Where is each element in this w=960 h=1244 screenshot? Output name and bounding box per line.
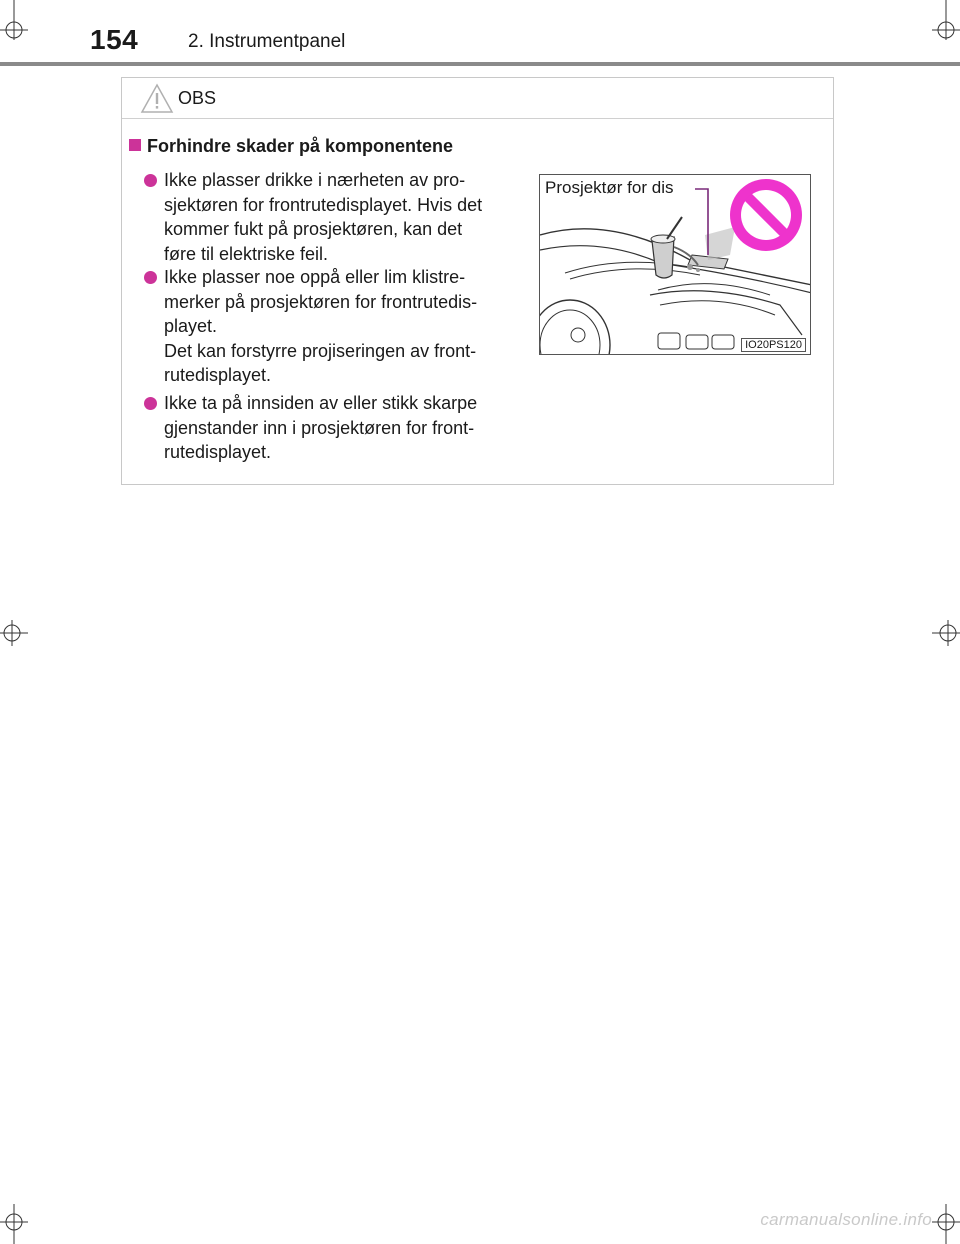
bullet-line: merker på prosjektøren for frontrutedis- <box>164 291 478 312</box>
caution-box <box>121 77 834 485</box>
figure-label: Prosjektør for dis <box>545 178 674 197</box>
caution-header <box>122 78 833 119</box>
bullet-text <box>164 391 520 465</box>
bullet-dot-icon <box>144 271 157 284</box>
crop-mark-top-left <box>0 0 30 50</box>
section-square-icon <box>129 139 141 151</box>
section-title-text: Forhindre skader på komponentene <box>147 136 454 156</box>
bullet-line: føre til elektriske feil. <box>164 243 329 264</box>
header-rule <box>0 62 960 66</box>
bullet-line: kommer fukt på prosjektøren, kan det <box>164 219 463 239</box>
illustration-figure <box>539 174 811 355</box>
crop-mark-top-right <box>930 0 960 50</box>
figure-code: IO20PS120 <box>741 338 806 352</box>
crop-mark-bottom-right <box>930 1200 960 1244</box>
bullet-item <box>144 265 520 388</box>
bullet-line: playet. <box>164 316 218 336</box>
bullet-dot-icon <box>144 397 157 410</box>
bullet-line: rutedisplayet. <box>164 442 272 462</box>
bullet-line: Ikke ta på innsiden av eller stikk skarpe <box>164 393 478 413</box>
section-title <box>129 136 453 157</box>
bullet-line: Det kan forstyrre projiseringen av front- <box>164 340 477 361</box>
crop-mark-bottom-left <box>0 1200 30 1244</box>
caution-label: OBS <box>178 88 217 108</box>
bullet-item <box>144 168 520 266</box>
bullet-line: sjektøren for frontrutedisplayet. Hvis det <box>164 194 483 215</box>
footer-watermark: carmanualsonline.info <box>760 1210 932 1229</box>
bullet-line: rutedisplayet. <box>164 365 272 385</box>
bullet-line: gjenstander inn i prosjektøren for front- <box>164 417 475 438</box>
chapter-title: 2. Instrumentpanel <box>188 31 346 52</box>
warning-triangle-icon <box>140 83 174 114</box>
page-number: 154 <box>90 24 139 55</box>
bullet-line: Ikke plasser noe oppå eller lim klistre- <box>164 267 466 287</box>
bullet-dot-icon <box>144 174 157 187</box>
crop-mark-mid-left <box>0 618 30 648</box>
bullet-item <box>144 391 520 465</box>
crop-mark-mid-right <box>930 618 960 648</box>
bullet-text <box>164 265 520 388</box>
bullet-text <box>164 168 520 266</box>
bullet-line: Ikke plasser drikke i nærheten av pro- <box>164 170 466 190</box>
dashboard-illustration <box>540 175 811 355</box>
